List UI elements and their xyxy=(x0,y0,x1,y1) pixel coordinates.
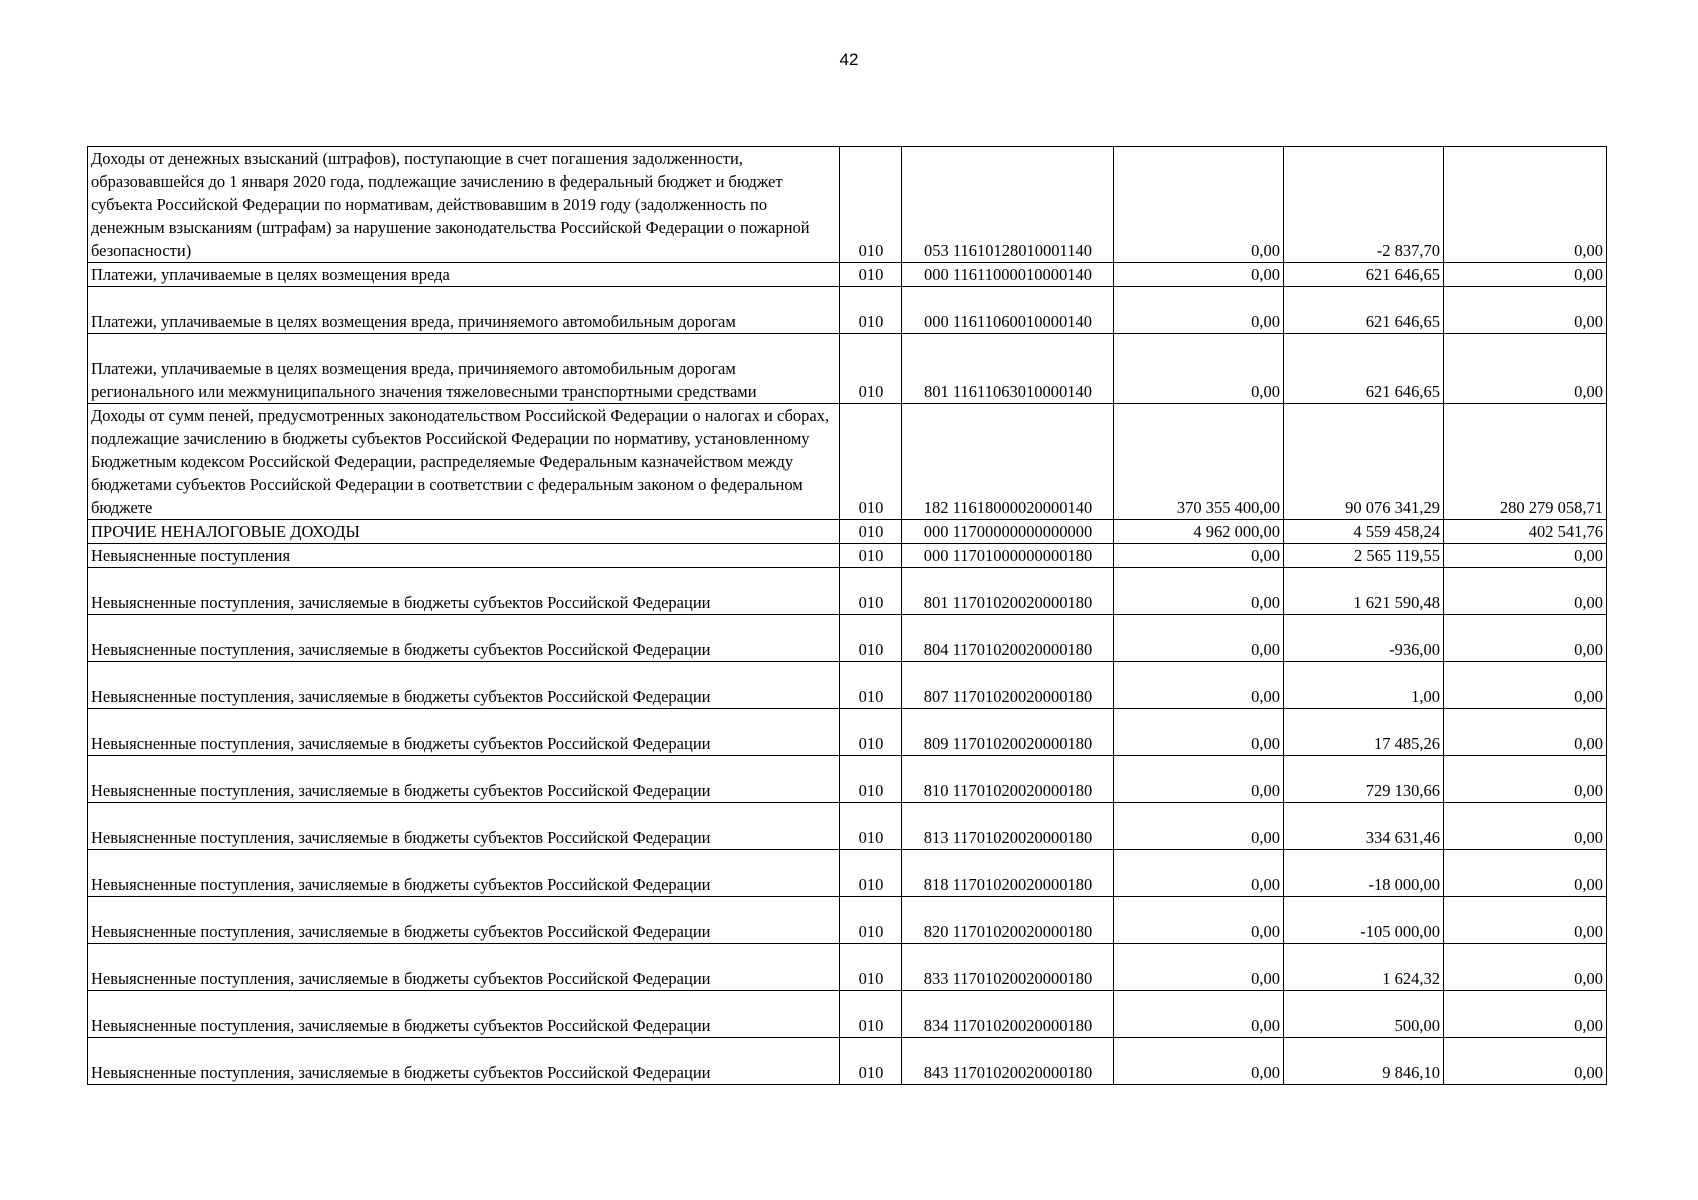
table-row xyxy=(88,544,1607,568)
row-executed-amount: 334 631,46 xyxy=(1284,803,1444,850)
table-row xyxy=(88,520,1607,544)
row-unexecuted-amount: 0,00 xyxy=(1444,287,1607,334)
row-description: Невыясненные поступления, зачисляемые в бюджеты субъектов Российской Федерации xyxy=(88,615,840,662)
table-row xyxy=(88,263,1607,287)
row-unexecuted-amount: 0,00 xyxy=(1444,568,1607,615)
row-description: Невыясненные поступления, зачисляемые в бюджеты субъектов Российской Федерации xyxy=(88,850,840,897)
row-description: Невыясненные поступления, зачисляемые в бюджеты субъектов Российской Федерации xyxy=(88,944,840,991)
row-budget-classification-code: 801 11701020020000180 xyxy=(902,568,1114,615)
row-description: Невыясненные поступления, зачисляемые в бюджеты субъектов Российской Федерации xyxy=(88,662,840,709)
row-budget-classification-code: 807 11701020020000180 xyxy=(902,662,1114,709)
table-row xyxy=(88,662,1607,709)
row-line-code: 010 xyxy=(840,803,902,850)
row-approved-amount: 0,00 xyxy=(1114,756,1284,803)
table-row xyxy=(88,568,1607,615)
table-row xyxy=(88,334,1607,404)
row-approved-amount: 0,00 xyxy=(1114,568,1284,615)
row-approved-amount: 0,00 xyxy=(1114,147,1284,263)
table-row xyxy=(88,944,1607,991)
row-budget-classification-code: 053 11610128010001140 xyxy=(902,147,1114,263)
row-unexecuted-amount: 0,00 xyxy=(1444,662,1607,709)
row-approved-amount: 0,00 xyxy=(1114,803,1284,850)
table-row xyxy=(88,287,1607,334)
row-approved-amount: 0,00 xyxy=(1114,1038,1284,1085)
row-description: Доходы от денежных взысканий (штрафов), поступающие в счет погашения задолженности, образовавшейся до 1 января 2020 года, подлежащие зачислению в федеральный бюджет и бюджет субъекта Российской Федерации по нормативам, действовавшим в 2019 году (задолженность по денежным взысканиям (штрафам) за нарушение законодательства Российской Федерации о пожарной безопасности) xyxy=(88,147,840,263)
row-line-code: 010 xyxy=(840,404,902,520)
row-executed-amount: -2 837,70 xyxy=(1284,147,1444,263)
row-description: Платежи, уплачиваемые в целях возмещения вреда xyxy=(88,263,840,287)
row-unexecuted-amount: 0,00 xyxy=(1444,147,1607,263)
row-unexecuted-amount: 0,00 xyxy=(1444,334,1607,404)
table-row xyxy=(88,850,1607,897)
row-budget-classification-code: 000 11700000000000000 xyxy=(902,520,1114,544)
row-executed-amount: 621 646,65 xyxy=(1284,263,1444,287)
row-line-code: 010 xyxy=(840,756,902,803)
row-executed-amount: 90 076 341,29 xyxy=(1284,404,1444,520)
row-description: Невыясненные поступления, зачисляемые в бюджеты субъектов Российской Федерации xyxy=(88,756,840,803)
row-line-code: 010 xyxy=(840,944,902,991)
row-approved-amount: 0,00 xyxy=(1114,544,1284,568)
row-unexecuted-amount: 0,00 xyxy=(1444,756,1607,803)
row-line-code: 010 xyxy=(840,662,902,709)
row-approved-amount: 0,00 xyxy=(1114,662,1284,709)
row-description: Невыясненные поступления, зачисляемые в бюджеты субъектов Российской Федерации xyxy=(88,568,840,615)
row-executed-amount: 621 646,65 xyxy=(1284,287,1444,334)
row-budget-classification-code: 834 11701020020000180 xyxy=(902,991,1114,1038)
row-budget-classification-code: 810 11701020020000180 xyxy=(902,756,1114,803)
row-approved-amount: 0,00 xyxy=(1114,944,1284,991)
row-unexecuted-amount: 402 541,76 xyxy=(1444,520,1607,544)
row-unexecuted-amount: 280 279 058,71 xyxy=(1444,404,1607,520)
row-description: Платежи, уплачиваемые в целях возмещения вреда, причиняемого автомобильным дорогам xyxy=(88,287,840,334)
row-unexecuted-amount: 0,00 xyxy=(1444,803,1607,850)
row-line-code: 010 xyxy=(840,544,902,568)
table-row xyxy=(88,147,1607,263)
row-line-code: 010 xyxy=(840,991,902,1038)
row-line-code: 010 xyxy=(840,520,902,544)
row-budget-classification-code: 818 11701020020000180 xyxy=(902,850,1114,897)
row-line-code: 010 xyxy=(840,615,902,662)
row-line-code: 010 xyxy=(840,897,902,944)
row-line-code: 010 xyxy=(840,147,902,263)
row-unexecuted-amount: 0,00 xyxy=(1444,850,1607,897)
row-approved-amount: 0,00 xyxy=(1114,287,1284,334)
row-unexecuted-amount: 0,00 xyxy=(1444,944,1607,991)
table-row xyxy=(88,1038,1607,1085)
row-approved-amount: 0,00 xyxy=(1114,897,1284,944)
row-executed-amount: -18 000,00 xyxy=(1284,850,1444,897)
row-description: ПРОЧИЕ НЕНАЛОГОВЫЕ ДОХОДЫ xyxy=(88,520,840,544)
row-executed-amount: 1 621 590,48 xyxy=(1284,568,1444,615)
row-budget-classification-code: 820 11701020020000180 xyxy=(902,897,1114,944)
row-approved-amount: 4 962 000,00 xyxy=(1114,520,1284,544)
row-budget-classification-code: 843 11701020020000180 xyxy=(902,1038,1114,1085)
row-budget-classification-code: 000 11701000000000180 xyxy=(902,544,1114,568)
row-budget-classification-code: 801 11611063010000140 xyxy=(902,334,1114,404)
row-approved-amount: 370 355 400,00 xyxy=(1114,404,1284,520)
table-row xyxy=(88,991,1607,1038)
row-line-code: 010 xyxy=(840,287,902,334)
row-executed-amount: -105 000,00 xyxy=(1284,897,1444,944)
row-budget-classification-code: 000 11611060010000140 xyxy=(902,287,1114,334)
row-executed-amount: 4 559 458,24 xyxy=(1284,520,1444,544)
row-description: Невыясненные поступления, зачисляемые в бюджеты субъектов Российской Федерации xyxy=(88,709,840,756)
row-budget-classification-code: 813 11701020020000180 xyxy=(902,803,1114,850)
row-executed-amount: 2 565 119,55 xyxy=(1284,544,1444,568)
row-executed-amount: 729 130,66 xyxy=(1284,756,1444,803)
table-row xyxy=(88,404,1607,520)
row-approved-amount: 0,00 xyxy=(1114,334,1284,404)
row-executed-amount: 9 846,10 xyxy=(1284,1038,1444,1085)
row-approved-amount: 0,00 xyxy=(1114,263,1284,287)
row-budget-classification-code: 809 11701020020000180 xyxy=(902,709,1114,756)
row-description: Невыясненные поступления, зачисляемые в бюджеты субъектов Российской Федерации xyxy=(88,1038,840,1085)
table-row xyxy=(88,709,1607,756)
row-description: Невыясненные поступления xyxy=(88,544,840,568)
row-line-code: 010 xyxy=(840,1038,902,1085)
row-unexecuted-amount: 0,00 xyxy=(1444,991,1607,1038)
table-row xyxy=(88,615,1607,662)
row-budget-classification-code: 833 11701020020000180 xyxy=(902,944,1114,991)
row-line-code: 010 xyxy=(840,709,902,756)
row-description: Невыясненные поступления, зачисляемые в бюджеты субъектов Российской Федерации xyxy=(88,897,840,944)
row-approved-amount: 0,00 xyxy=(1114,850,1284,897)
row-line-code: 010 xyxy=(840,263,902,287)
row-unexecuted-amount: 0,00 xyxy=(1444,1038,1607,1085)
row-approved-amount: 0,00 xyxy=(1114,615,1284,662)
row-budget-classification-code: 804 11701020020000180 xyxy=(902,615,1114,662)
row-unexecuted-amount: 0,00 xyxy=(1444,709,1607,756)
row-approved-amount: 0,00 xyxy=(1114,709,1284,756)
row-description: Невыясненные поступления, зачисляемые в бюджеты субъектов Российской Федерации xyxy=(88,803,840,850)
row-line-code: 010 xyxy=(840,334,902,404)
row-budget-classification-code: 182 11618000020000140 xyxy=(902,404,1114,520)
table-row xyxy=(88,803,1607,850)
row-executed-amount: 1 624,32 xyxy=(1284,944,1444,991)
row-budget-classification-code: 000 11611000010000140 xyxy=(902,263,1114,287)
table-row xyxy=(88,897,1607,944)
row-unexecuted-amount: 0,00 xyxy=(1444,544,1607,568)
row-executed-amount: 1,00 xyxy=(1284,662,1444,709)
row-unexecuted-amount: 0,00 xyxy=(1444,263,1607,287)
row-executed-amount: 17 485,26 xyxy=(1284,709,1444,756)
row-description: Доходы от сумм пеней, предусмотренных законодательством Российской Федерации о налогах и сборах, подлежащие зачислению в бюджеты субъектов Российской Федерации по нормативу, установленному Бюджетным кодексом Российской Федерации, распределяемые Федеральным казначейством между бюджетами субъектов Российской Федерации в соответствии с федеральным законом о федеральном бюджете xyxy=(88,404,840,520)
row-line-code: 010 xyxy=(840,568,902,615)
row-executed-amount: 500,00 xyxy=(1284,991,1444,1038)
row-description: Невыясненные поступления, зачисляемые в бюджеты субъектов Российской Федерации xyxy=(88,991,840,1038)
row-unexecuted-amount: 0,00 xyxy=(1444,615,1607,662)
row-executed-amount: 621 646,65 xyxy=(1284,334,1444,404)
row-executed-amount: -936,00 xyxy=(1284,615,1444,662)
budget-revenue-table xyxy=(87,146,1607,1085)
row-line-code: 010 xyxy=(840,850,902,897)
row-unexecuted-amount: 0,00 xyxy=(1444,897,1607,944)
row-approved-amount: 0,00 xyxy=(1114,991,1284,1038)
row-description: Платежи, уплачиваемые в целях возмещения вреда, причиняемого автомобильным дорогам регионального или межмуниципального значения тяжеловесными транспортными средствами xyxy=(88,334,840,404)
table-row xyxy=(88,756,1607,803)
page-number: 42 xyxy=(839,50,859,69)
